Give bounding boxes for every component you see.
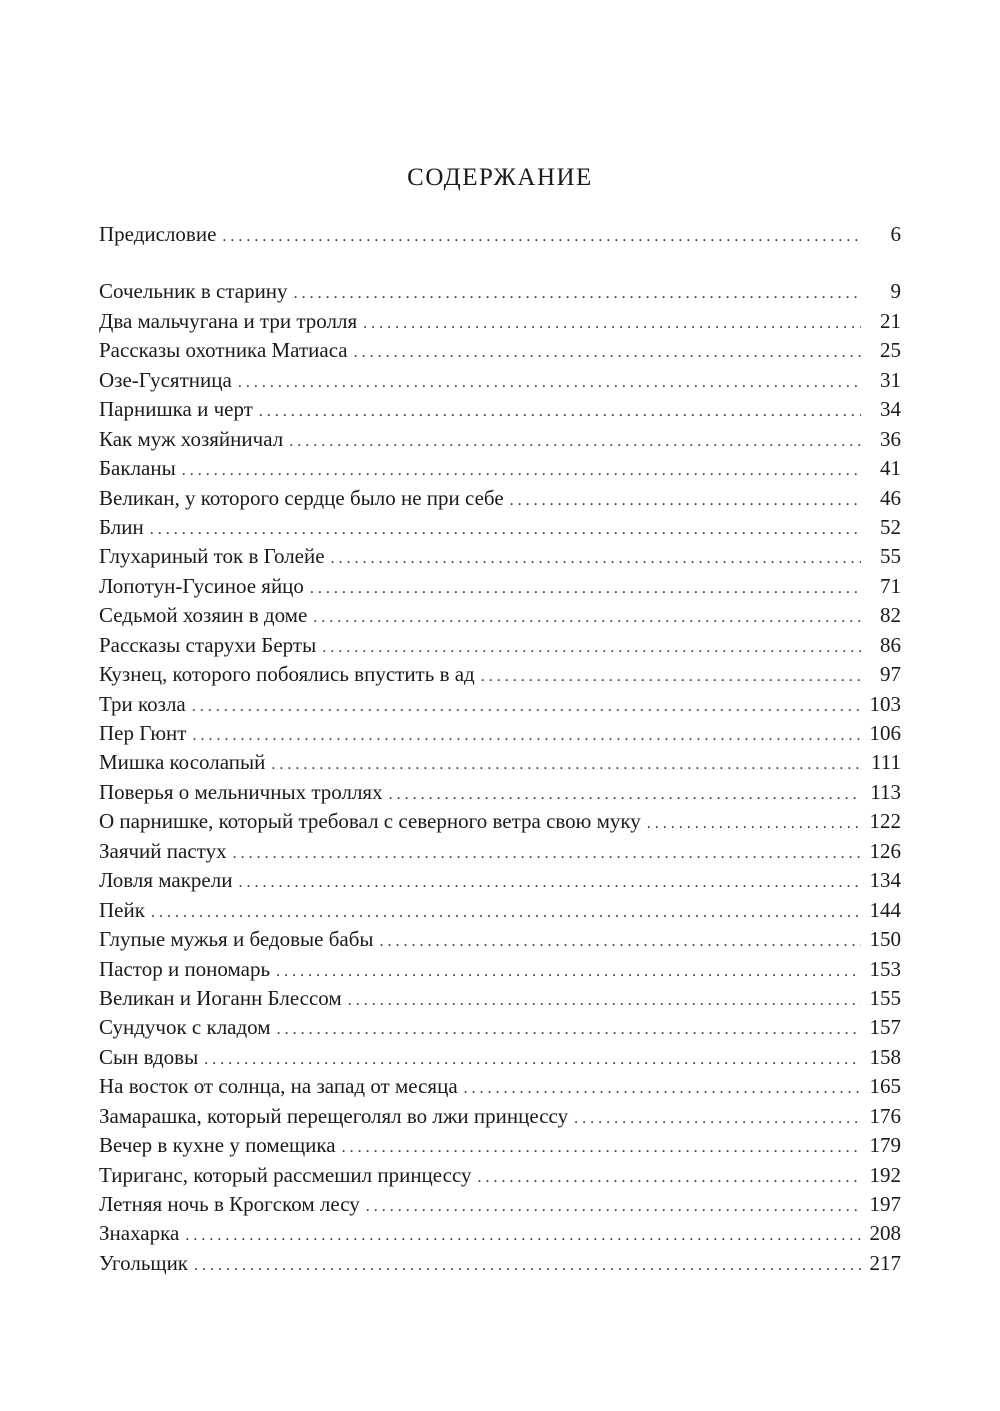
dot-leader xyxy=(389,778,861,809)
toc-entry-page: 9 xyxy=(890,279,901,304)
dot-leader xyxy=(233,837,861,868)
dot-leader xyxy=(342,1131,861,1162)
toc-entry-title: Блин xyxy=(99,514,144,539)
toc-entry-page: 25 xyxy=(880,338,901,363)
toc-entry-page: 41 xyxy=(880,456,901,481)
toc-entry xyxy=(99,601,901,630)
dot-leader xyxy=(331,542,861,573)
toc-entry-title: Замарашка, который перещеголял во лжи принцессу xyxy=(99,1103,569,1128)
toc-entry-title: Пер Гюнт xyxy=(99,721,187,745)
toc-entry-title: Сын вдовы xyxy=(99,1044,199,1069)
toc-entry-page: 6 xyxy=(890,222,901,246)
dot-leader xyxy=(277,1013,861,1044)
dot-leader xyxy=(182,454,861,485)
dot-leader xyxy=(151,896,861,927)
dot-leader xyxy=(150,513,861,544)
toc-entry-page: 52 xyxy=(880,514,901,539)
toc-entry xyxy=(99,542,901,571)
toc-entry-page: 34 xyxy=(880,397,901,422)
toc-entry-title: Рассказы охотника Матиаса xyxy=(99,338,348,363)
toc-entry-page: 122 xyxy=(869,809,901,834)
toc-entry xyxy=(99,572,901,601)
toc-entry xyxy=(99,837,901,866)
toc-entry-title: Заячий пастух xyxy=(99,838,227,863)
toc-entry-title: Сундучок с кладом xyxy=(99,1015,271,1040)
dot-leader xyxy=(574,1102,861,1133)
toc-entry-page: 113 xyxy=(870,779,901,804)
toc-entry xyxy=(99,1072,901,1101)
toc-entry xyxy=(99,425,901,454)
toc-entry xyxy=(99,807,901,836)
toc-entry-page: 103 xyxy=(869,691,901,716)
toc-entry xyxy=(99,1043,901,1072)
dot-leader xyxy=(259,395,861,426)
dot-leader xyxy=(348,984,861,1015)
toc-entry-page: 31 xyxy=(880,367,901,392)
toc-entry xyxy=(99,484,901,513)
toc-entry-page: 158 xyxy=(869,1044,901,1069)
dot-leader xyxy=(481,660,861,691)
toc-entry-title: Три козла xyxy=(99,691,186,716)
toc-entry-page: 71 xyxy=(880,573,901,598)
toc-entry-title: Вечер в кухне у помещика xyxy=(99,1133,336,1158)
dot-leader xyxy=(380,925,862,956)
toc-entry-page: 82 xyxy=(880,603,901,628)
toc-entry-title: Мишка косолапый xyxy=(99,750,266,775)
toc-entry-page: 134 xyxy=(869,868,901,893)
toc-entry-title: Глухариный ток в Голейе xyxy=(99,544,325,569)
dot-leader xyxy=(354,336,861,367)
toc-entry-title: Великан и Иоганн Блессом xyxy=(99,985,342,1010)
dot-leader xyxy=(192,690,861,721)
toc-entry-title: Поверья о мельничных троллях xyxy=(99,779,383,804)
toc-entry xyxy=(99,513,901,542)
toc-entry xyxy=(99,984,901,1013)
toc-entry-title: О парнишке, который требовал с северного ветра свою муку xyxy=(99,809,641,834)
dot-leader xyxy=(313,601,861,632)
dot-leader xyxy=(366,1190,861,1221)
dot-leader xyxy=(647,807,861,838)
dot-leader xyxy=(185,1219,861,1250)
toc-entry-title: Бакланы xyxy=(99,456,176,481)
toc-entry-page: 217 xyxy=(869,1250,901,1275)
toc-entry-page: 197 xyxy=(869,1192,901,1216)
toc-entry-title: Озе-Гусятница xyxy=(99,367,232,392)
toc-entry xyxy=(99,336,901,365)
toc-entry-page: 192 xyxy=(869,1162,901,1187)
dot-leader xyxy=(464,1072,861,1103)
toc-entry xyxy=(99,307,901,336)
dot-leader xyxy=(294,277,861,308)
toc-entry-page: 179 xyxy=(869,1133,901,1158)
toc-entry-page: 155 xyxy=(869,985,901,1010)
toc-entry xyxy=(99,454,901,483)
dot-leader xyxy=(276,955,861,986)
dot-leader xyxy=(363,307,861,338)
dot-leader xyxy=(271,748,861,779)
page-title: СОДЕРЖАНИЕ xyxy=(407,164,593,191)
toc-entry-page: 157 xyxy=(869,1015,901,1040)
toc-entry xyxy=(99,955,901,984)
dot-leader xyxy=(322,631,861,662)
toc-entry xyxy=(99,660,901,689)
toc-entry-page: 106 xyxy=(869,721,901,745)
toc-entry-title: Кузнец, которого побоялись впустить в ад xyxy=(99,662,475,687)
toc-entry-title: Знахарка xyxy=(99,1221,180,1246)
toc-entry-title: Рассказы старухи Берты xyxy=(99,632,317,657)
dot-leader xyxy=(310,572,861,603)
toc-entry-title: Великан, у которого сердце было не при себе xyxy=(99,485,504,510)
toc-entry-title: Предисловие xyxy=(99,222,217,246)
toc-entry xyxy=(99,277,901,306)
toc-entry xyxy=(99,1102,901,1131)
toc-entry xyxy=(99,1249,901,1278)
dot-leader xyxy=(204,1043,861,1074)
toc-entry-page: 144 xyxy=(869,897,901,922)
toc-entry-title: Угольщик xyxy=(99,1250,189,1275)
toc-entry-page: 97 xyxy=(880,662,901,687)
toc-entry xyxy=(99,690,901,719)
toc-entry-title: На восток от солнца, на запад от месяца xyxy=(99,1074,458,1099)
toc-entry-title: Седьмой хозяин в доме xyxy=(99,603,308,628)
toc-entry xyxy=(99,719,901,748)
toc-entry xyxy=(99,1219,901,1248)
toc-entry xyxy=(99,220,901,249)
dot-leader xyxy=(238,366,861,397)
toc-entry-title: Пастор и пономарь xyxy=(99,956,271,981)
toc-entry-page: 176 xyxy=(869,1103,901,1128)
toc-entry-page: 165 xyxy=(869,1074,901,1099)
toc-entry-page: 55 xyxy=(880,544,901,569)
toc-entry-page: 86 xyxy=(880,632,901,657)
toc-entry-title: Сочельник в старину xyxy=(99,279,288,304)
toc-entry-page: 208 xyxy=(869,1221,901,1246)
dot-leader xyxy=(510,484,861,515)
toc-entry-page: 36 xyxy=(880,426,901,451)
toc-entry-title: Лопотун-Гусиное яйцо xyxy=(99,573,304,598)
dot-leader xyxy=(289,425,861,456)
toc-entry-title: Парнишка и черт xyxy=(99,397,253,422)
dot-leader xyxy=(194,1249,861,1280)
dot-leader xyxy=(222,220,861,251)
toc-entry xyxy=(99,366,901,395)
toc-entry-title: Глупые мужья и бедовые бабы xyxy=(99,927,374,952)
toc-entry-page: 111 xyxy=(871,750,901,775)
toc-entry xyxy=(99,925,901,954)
toc-entry-page: 46 xyxy=(880,485,901,510)
toc-entry-page: 21 xyxy=(880,308,901,333)
toc-entry xyxy=(99,395,901,424)
toc-entry xyxy=(99,1161,901,1190)
toc-entry xyxy=(99,866,901,895)
toc-entry xyxy=(99,1131,901,1160)
toc-entry-title: Два мальчугана и три тролля xyxy=(99,308,358,333)
toc-entry-page: 153 xyxy=(869,956,901,981)
dot-leader xyxy=(192,719,861,750)
toc-entry-title: Как муж хозяйничал xyxy=(99,426,284,451)
toc-entry-page: 150 xyxy=(869,927,901,952)
toc-entry xyxy=(99,896,901,925)
toc-entry xyxy=(99,1190,901,1219)
toc-entry xyxy=(99,778,901,807)
dot-leader xyxy=(478,1161,861,1192)
toc-entry xyxy=(99,631,901,660)
toc-entry-title: Пейк xyxy=(99,897,145,922)
toc-entry xyxy=(99,748,901,777)
toc-entry-title: Летняя ночь в Крогском лесу xyxy=(99,1192,360,1216)
toc-entry-title: Тириганс, который рассмешил принцессу xyxy=(99,1162,472,1187)
toc-entry xyxy=(99,1013,901,1042)
toc-entry-title: Ловля макрели xyxy=(99,868,233,893)
toc-entry-page: 126 xyxy=(869,838,901,863)
table-of-contents xyxy=(99,220,901,1278)
dot-leader xyxy=(238,866,861,897)
